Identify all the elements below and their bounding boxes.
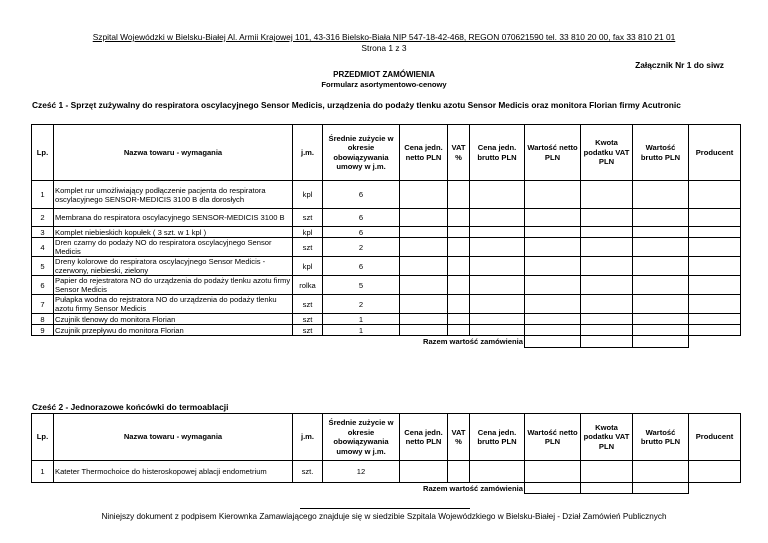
row-empty-cell[interactable] bbox=[400, 461, 448, 483]
col-net-value: Wartość netto PLN bbox=[525, 414, 581, 461]
row-empty-cell[interactable] bbox=[448, 227, 470, 238]
footer-divider bbox=[300, 508, 470, 509]
row-name: Membrana do respiratora oscylacyjnego SENSOR-MEDICIS 3100 B bbox=[54, 209, 293, 227]
row-lp: 1 bbox=[32, 461, 54, 483]
col-vat: VAT % bbox=[448, 125, 470, 181]
row-lp: 3 bbox=[32, 227, 54, 238]
row-qty: 6 bbox=[323, 257, 400, 276]
table-row bbox=[32, 209, 741, 227]
col-unit: j.m. bbox=[293, 414, 323, 461]
row-empty-cell[interactable] bbox=[400, 295, 448, 314]
row-empty-cell[interactable] bbox=[581, 227, 633, 238]
row-lp: 9 bbox=[32, 325, 54, 336]
row-empty-cell[interactable] bbox=[689, 209, 741, 227]
row-qty: 6 bbox=[323, 227, 400, 238]
row-unit: rolka bbox=[293, 276, 323, 295]
row-lp: 7 bbox=[32, 295, 54, 314]
total-row bbox=[32, 336, 741, 348]
row-empty-cell[interactable] bbox=[633, 227, 689, 238]
row-empty-cell[interactable] bbox=[633, 295, 689, 314]
row-name: Dren czarny do podaży NO do respiratora oscylacyjnego Sensor Medicis bbox=[54, 238, 293, 257]
row-empty-cell[interactable] bbox=[448, 238, 470, 257]
row-lp: 4 bbox=[32, 238, 54, 257]
row-empty-cell[interactable] bbox=[470, 314, 525, 325]
row-empty-cell[interactable] bbox=[689, 257, 741, 276]
row-empty-cell[interactable] bbox=[470, 325, 525, 336]
total-value-cell[interactable] bbox=[581, 336, 633, 348]
row-unit: szt bbox=[293, 209, 323, 227]
col-gross-price: Cena jedn. brutto PLN bbox=[470, 414, 525, 461]
row-name: Czujnik tlenowy do monitora Florian bbox=[54, 314, 293, 325]
row-empty-cell[interactable] bbox=[448, 325, 470, 336]
row-empty-cell[interactable] bbox=[525, 238, 581, 257]
row-unit: szt bbox=[293, 325, 323, 336]
document-subject: PRZEDMIOT ZAMÓWIENIA bbox=[333, 70, 435, 79]
row-name: Pułapka wodna do rejstratora NO do urządzenia do podaży tlenku azotu firmy Sensor Medicis bbox=[54, 295, 293, 314]
row-empty-cell[interactable] bbox=[525, 276, 581, 295]
row-name: Komplet rur umożliwiający podłączenie pacjenta do respiratora oscylacyjnego SENSOR-MEDICIS 3100 B dla dorosłych bbox=[54, 181, 293, 209]
row-empty-cell[interactable] bbox=[581, 181, 633, 209]
row-name: Papier do rejestratora NO do urządzenia do podaży tlenku azotu firmy Sensor Medicis bbox=[54, 276, 293, 295]
row-empty-cell[interactable] bbox=[525, 209, 581, 227]
row-empty-cell[interactable] bbox=[581, 314, 633, 325]
row-empty-cell[interactable] bbox=[581, 461, 633, 483]
row-empty-cell[interactable] bbox=[689, 461, 741, 483]
row-empty-cell[interactable] bbox=[581, 238, 633, 257]
table-row bbox=[32, 461, 741, 483]
total-spacer bbox=[32, 483, 400, 494]
col-gross-value: Wartość brutto PLN bbox=[633, 125, 689, 181]
row-empty-cell[interactable] bbox=[689, 276, 741, 295]
row-qty: 1 bbox=[323, 325, 400, 336]
row-empty-cell[interactable] bbox=[400, 227, 448, 238]
section-1-table bbox=[31, 124, 741, 348]
row-empty-cell[interactable] bbox=[448, 314, 470, 325]
row-qty: 1 bbox=[323, 314, 400, 325]
row-empty-cell[interactable] bbox=[525, 314, 581, 325]
annex-label: Załącznik Nr 1 do siwz bbox=[635, 60, 724, 70]
row-empty-cell[interactable] bbox=[470, 209, 525, 227]
total-value-cell[interactable] bbox=[633, 483, 689, 494]
total-value-cell[interactable] bbox=[525, 483, 581, 494]
total-label: Razem wartość zamówienia bbox=[400, 483, 525, 494]
row-empty-cell[interactable] bbox=[581, 257, 633, 276]
row-qty: 5 bbox=[323, 276, 400, 295]
page-number: Strona 1 z 3 bbox=[361, 43, 407, 53]
row-unit: szt. bbox=[293, 461, 323, 483]
row-empty-cell[interactable] bbox=[633, 314, 689, 325]
row-empty-cell[interactable] bbox=[448, 461, 470, 483]
total-spacer bbox=[32, 336, 400, 348]
row-empty-cell[interactable] bbox=[470, 276, 525, 295]
table-row bbox=[32, 314, 741, 325]
section-2-title: Cześć 2 - Jednorazowe końcówki do termoablacji bbox=[32, 402, 229, 412]
row-empty-cell[interactable] bbox=[470, 257, 525, 276]
row-empty-cell[interactable] bbox=[448, 181, 470, 209]
row-empty-cell[interactable] bbox=[689, 325, 741, 336]
row-empty-cell[interactable] bbox=[581, 325, 633, 336]
row-empty-cell[interactable] bbox=[633, 276, 689, 295]
hospital-header: Szpital Wojewódzki w Bielsku-Białej Al. Armii Krajowej 101, 43-316 Bielsko-Biała NIP 547-18-42-468, REGON 070621590 tel. 33 810 20 00, fax 33 810 21 01 bbox=[92, 32, 676, 42]
row-unit: szt bbox=[293, 295, 323, 314]
row-empty-cell[interactable] bbox=[525, 227, 581, 238]
row-empty-cell[interactable] bbox=[448, 295, 470, 314]
total-spacer bbox=[689, 336, 741, 348]
section-2-table bbox=[31, 413, 741, 494]
row-name: Komplet niebieskich kopułek ( 3 szt. w 1 kpl ) bbox=[54, 227, 293, 238]
col-avg: Średnie zużycie w okresie obowiązywania umowy w j.m. bbox=[323, 414, 400, 461]
row-empty-cell[interactable] bbox=[525, 295, 581, 314]
row-empty-cell[interactable] bbox=[400, 181, 448, 209]
row-empty-cell[interactable] bbox=[689, 227, 741, 238]
row-qty: 2 bbox=[323, 295, 400, 314]
col-producer: Producent bbox=[689, 414, 741, 461]
table-row bbox=[32, 181, 741, 209]
col-producer: Producent bbox=[689, 125, 741, 181]
table-row bbox=[32, 227, 741, 238]
row-empty-cell[interactable] bbox=[400, 257, 448, 276]
row-empty-cell[interactable] bbox=[470, 238, 525, 257]
table-row bbox=[32, 257, 741, 276]
row-unit: kpl bbox=[293, 181, 323, 209]
row-empty-cell[interactable] bbox=[633, 209, 689, 227]
row-empty-cell[interactable] bbox=[633, 257, 689, 276]
row-empty-cell[interactable] bbox=[525, 461, 581, 483]
row-lp: 2 bbox=[32, 209, 54, 227]
row-empty-cell[interactable] bbox=[400, 276, 448, 295]
col-gross-price: Cena jedn. brutto PLN bbox=[470, 125, 525, 181]
row-empty-cell[interactable] bbox=[470, 295, 525, 314]
row-empty-cell[interactable] bbox=[581, 295, 633, 314]
row-empty-cell[interactable] bbox=[689, 314, 741, 325]
row-empty-cell[interactable] bbox=[525, 181, 581, 209]
col-vat-amount: Kwota podatku VAT PLN bbox=[581, 125, 633, 181]
col-vat-amount: Kwota podatku VAT PLN bbox=[581, 414, 633, 461]
col-vat: VAT % bbox=[448, 414, 470, 461]
row-name: Kateter Thermochoice do histeroskopowej ablacji endometrium bbox=[54, 461, 293, 483]
row-unit: szt bbox=[293, 238, 323, 257]
row-empty-cell[interactable] bbox=[633, 181, 689, 209]
row-empty-cell[interactable] bbox=[689, 238, 741, 257]
row-empty-cell[interactable] bbox=[689, 181, 741, 209]
row-lp: 6 bbox=[32, 276, 54, 295]
row-empty-cell[interactable] bbox=[400, 314, 448, 325]
table-row bbox=[32, 276, 741, 295]
row-name: Czujnik przepływu do monitora Florian bbox=[54, 325, 293, 336]
section-1-title: Cześć 1 - Sprzęt zużywalny do respiratora oscylacyjnego Sensor Medicis, urządzenia do podaży tlenku azotu Sensor Medicis oraz monitora Florian firmy Acutronic bbox=[32, 100, 681, 110]
table-row bbox=[32, 325, 741, 336]
col-unit: j.m. bbox=[293, 125, 323, 181]
row-empty-cell[interactable] bbox=[470, 461, 525, 483]
row-empty-cell[interactable] bbox=[633, 325, 689, 336]
total-row bbox=[32, 483, 741, 494]
col-net-price: Cena jedn. netto PLN bbox=[400, 125, 448, 181]
row-qty: 2 bbox=[323, 238, 400, 257]
col-lp: Lp. bbox=[32, 125, 54, 181]
col-lp: Lp. bbox=[32, 414, 54, 461]
col-gross-value: Wartość brutto PLN bbox=[633, 414, 689, 461]
col-net-price: Cena jedn. netto PLN bbox=[400, 414, 448, 461]
row-empty-cell[interactable] bbox=[581, 209, 633, 227]
row-empty-cell[interactable] bbox=[400, 238, 448, 257]
row-empty-cell[interactable] bbox=[448, 257, 470, 276]
footer-note: Niniejszy dokument z podpisem Kierownka Zamawiającego znajduje się w siedzibie Szpitala Wojewódzkiego w Bielsku-Białej - Dział Zamówień Publicznych bbox=[101, 512, 667, 521]
table-row bbox=[32, 295, 741, 314]
row-empty-cell[interactable] bbox=[470, 227, 525, 238]
row-lp: 1 bbox=[32, 181, 54, 209]
row-empty-cell[interactable] bbox=[525, 257, 581, 276]
row-qty: 6 bbox=[323, 181, 400, 209]
row-empty-cell[interactable] bbox=[470, 181, 525, 209]
row-empty-cell[interactable] bbox=[525, 325, 581, 336]
form-title: Formularz asortymentowo-cenowy bbox=[321, 80, 447, 89]
table-row bbox=[32, 238, 741, 257]
row-empty-cell[interactable] bbox=[633, 238, 689, 257]
col-net-value: Wartość netto PLN bbox=[525, 125, 581, 181]
total-value-cell[interactable] bbox=[581, 483, 633, 494]
row-empty-cell[interactable] bbox=[400, 325, 448, 336]
row-lp: 8 bbox=[32, 314, 54, 325]
row-unit: szt bbox=[293, 314, 323, 325]
row-empty-cell[interactable] bbox=[581, 276, 633, 295]
col-avg: Średnie zużycie w okresie obowiązywania umowy w j.m. bbox=[323, 125, 400, 181]
row-qty: 12 bbox=[323, 461, 400, 483]
row-unit: kpl bbox=[293, 257, 323, 276]
col-name: Nazwa towaru - wymagania bbox=[54, 125, 293, 181]
row-qty: 6 bbox=[323, 209, 400, 227]
total-value-cell[interactable] bbox=[525, 336, 581, 348]
total-value-cell[interactable] bbox=[633, 336, 689, 348]
row-lp: 5 bbox=[32, 257, 54, 276]
row-empty-cell[interactable] bbox=[689, 295, 741, 314]
total-spacer bbox=[689, 483, 741, 494]
row-name: Dreny kolorowe do respiratora oscylacyjnego Sensor Medicis - czerwony, niebieski, zielony bbox=[54, 257, 293, 276]
row-empty-cell[interactable] bbox=[448, 276, 470, 295]
col-name: Nazwa towaru - wymagania bbox=[54, 414, 293, 461]
table-header-row bbox=[32, 414, 741, 461]
row-empty-cell[interactable] bbox=[633, 461, 689, 483]
row-empty-cell[interactable] bbox=[400, 209, 448, 227]
row-empty-cell[interactable] bbox=[448, 209, 470, 227]
total-label: Razem wartość zamówienia bbox=[400, 336, 525, 348]
table-header-row bbox=[32, 125, 741, 181]
row-unit: kpl bbox=[293, 227, 323, 238]
